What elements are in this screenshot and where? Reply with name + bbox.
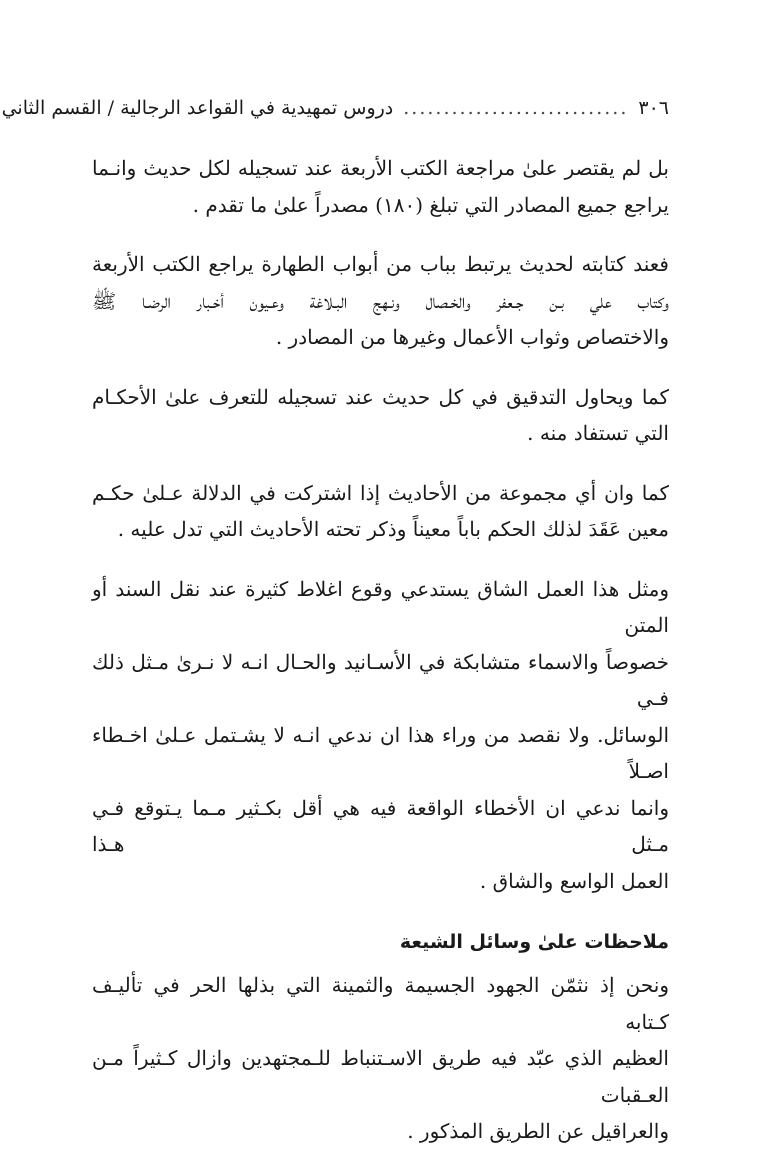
header-dot-leader: ............................ bbox=[403, 97, 629, 119]
text-line: بل لم يقتصر علىٰ مراجعة الكتب الأربعة عند تسجيله لكل حديث وانـما bbox=[92, 156, 669, 180]
paragraph-1 bbox=[92, 150, 669, 223]
page-body bbox=[92, 150, 669, 1173]
running-title: دروس تمهيدية في القواعد الرجالية / القسم الثاني bbox=[1, 97, 394, 119]
section-heading: ملاحظات علىٰ وسائل الشيعة bbox=[399, 931, 669, 953]
paragraph-2 bbox=[92, 246, 669, 356]
text-line: فعند كتابته لحديث يرتبط بباب من أبواب الطهارة يراجع الكتب الأربعة bbox=[92, 252, 669, 276]
text-line: يراجع جميع المصادر التي تبلغ (١٨٠) مصدراً علىٰ ما تقدم . bbox=[192, 192, 669, 217]
text-line: معين عَقَدَ لذلك الحكم باباً معيناً وذكر تحته الأحاديث التي تدل عليه . bbox=[117, 517, 669, 541]
text-line: كما ويحاول التدقيق في كل حديث عند تسجيله للتعرف علىٰ الأحكـام bbox=[92, 384, 669, 409]
text-line: والعراقيل عن الطريق المذكور . bbox=[407, 1119, 669, 1143]
paragraph-4 bbox=[92, 475, 669, 548]
text-line: وكتاب علي بـن جـعفر والخـصال ونـهج البـلاغة وعـيون أخـبار الرضـا ﷺ bbox=[92, 288, 669, 313]
text-line: العمل الواسع والشاق . bbox=[479, 868, 669, 893]
text-line: ومثل هذا العمل الشاق يستدعي وقوع اغلاط كثيرة عند نقل السند أو المتن bbox=[92, 576, 669, 637]
paragraph-5 bbox=[92, 571, 669, 900]
text-line: وانما ندعي ان الأخطاء الواقعة فيه هي أقل بكـثير مـما يـتوقع فـي مـثل هـذا bbox=[92, 795, 669, 856]
text-line: التي تستفاد منه . bbox=[527, 421, 669, 445]
text-line: خصوصاً والاسماء متشابكة في الأسـانيد والحـال انـه لا نـرىٰ مـثل ذلك فـي bbox=[92, 649, 669, 710]
text-line: العظيم الذي عبّد فيه طريق الاسـتنباط للـمجتهدين وازال كـثيراً مـن العـقبات bbox=[92, 1046, 669, 1107]
paragraph-3 bbox=[92, 379, 669, 452]
text-line: والاختصاص وثواب الأعمال وغيرها من المصادر . bbox=[275, 325, 669, 349]
running-header bbox=[1, 88, 669, 128]
section-paragraph bbox=[92, 967, 669, 1150]
text-line: ونحن إذ نثمّن الجهود الجسيمة والثمينة التي بذلها الحر في تأليـف كـتابه bbox=[92, 973, 669, 1034]
text-line: كما وان أي مجموعة من الأحاديث إذا اشتركت في الدلالة عـلىٰ حكـم bbox=[92, 480, 669, 505]
page-number: ٣٠٦ bbox=[638, 97, 669, 119]
text-line: الوسائل. ولا نقصد من وراء هذا ان ندعي انـه لا يشـتمل عـلىٰ اخـطاء اصـلاً bbox=[92, 722, 669, 783]
